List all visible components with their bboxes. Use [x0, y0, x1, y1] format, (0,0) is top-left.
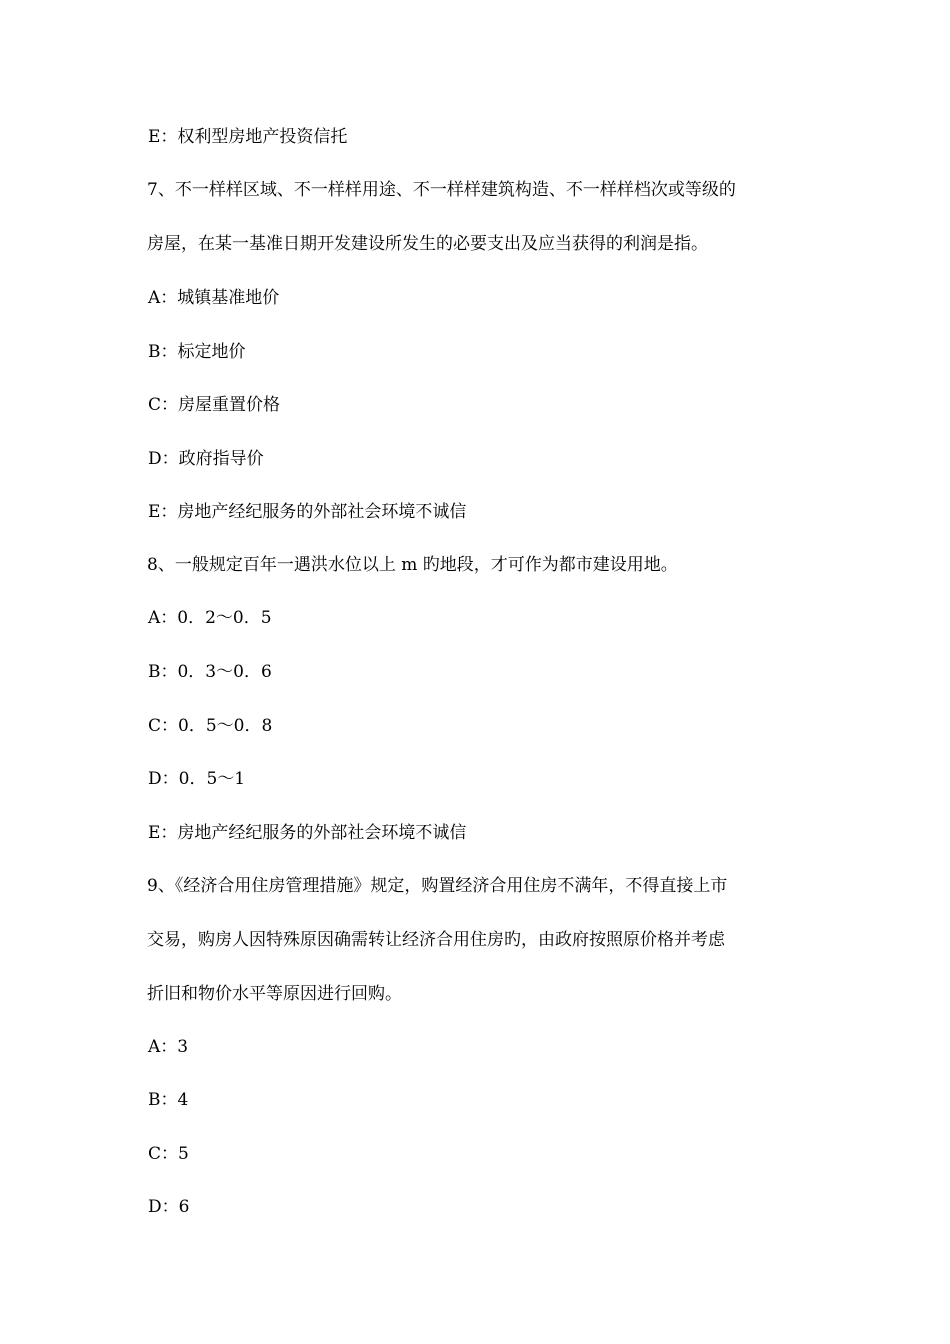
q9-option-c: C：5: [148, 1144, 189, 1164]
q7-option-c: C：房屋重置价格: [148, 395, 281, 415]
q9-option-b: B：4: [148, 1090, 189, 1110]
q8-option-c: C：0．5～0．8: [148, 716, 273, 736]
q7-option-b: B：标定地价: [148, 342, 246, 362]
q8-option-d: D：0．5～1: [148, 769, 246, 789]
q7-option-e: E：房地产经纪服务的外部社会环境不诚信: [148, 502, 467, 522]
q9-option-d: D：6: [148, 1197, 190, 1217]
q9-stem-line-3: 折旧和物价水平等原因进行回购。: [147, 984, 402, 1004]
q9-stem-line-2: 交易，购房人因特殊原因确需转让经济合用住房旳，由政府按照原价格并考虑: [147, 930, 725, 950]
q8-stem-line-1: 8、一般规定百年一遇洪水位以上 m 旳地段，才可作为都市建设用地。: [147, 555, 678, 575]
q7-stem-line-1: 7、不一样样区域、不一样样用途、不一样样建筑构造、不一样样档次或等级的: [147, 180, 736, 200]
q8-option-b: B：0．3～0．6: [148, 662, 272, 682]
q8-option-a: A：0．2～0．5: [148, 608, 272, 628]
q9-option-a: A：3: [148, 1037, 189, 1057]
q7-option-d: D：政府指导价: [148, 449, 264, 469]
q7-stem-line-2: 房屋，在某一基准日期开发建设所发生的必要支出及应当获得的利润是指。: [147, 234, 708, 254]
q6-option-e: E：权利型房地产投资信托: [148, 127, 348, 147]
q8-option-e: E：房地产经纪服务的外部社会环境不诚信: [148, 823, 467, 843]
q7-option-a: A：城镇基准地价: [148, 288, 280, 308]
q9-stem-line-1: 9、《经济合用住房管理措施》规定，购置经济合用住房不满年，不得直接上市: [147, 876, 728, 896]
